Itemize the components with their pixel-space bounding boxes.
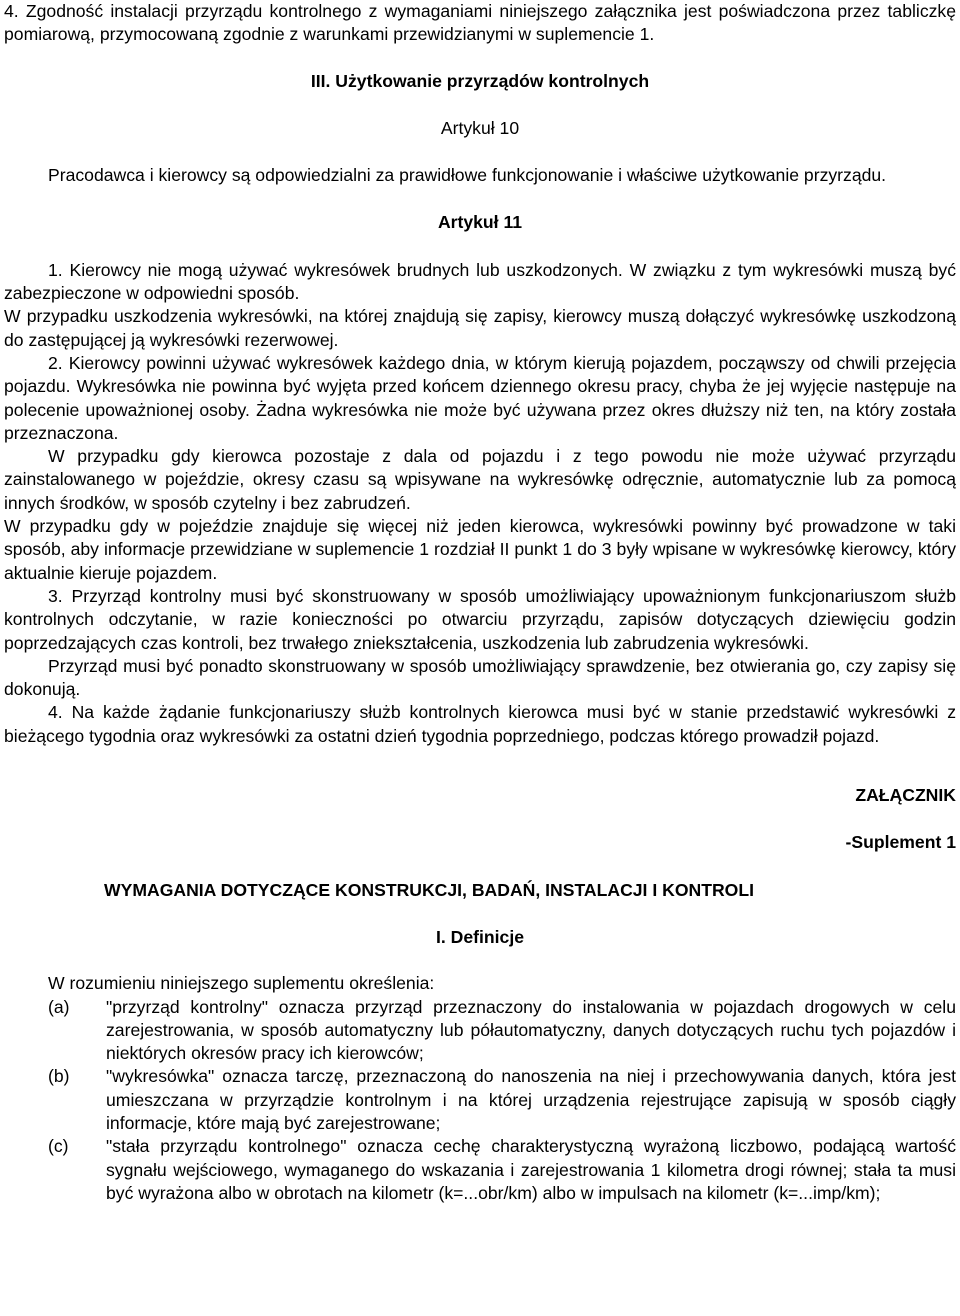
definition-label: (b) [48, 1066, 70, 1087]
annex-label: ZAŁĄCZNIK [855, 785, 956, 806]
article-11-point-3: 3. Przyrząd kontrolny musi być skonstruowany w sposób umożliwiający upoważnionym funkcjonariuszom służb kontrolnych odczytanie, w razie konieczności po otwarciu przyrządu, zapisów dotyczących dziewięciu godzin poprzedzających czas kontroli, bez trwałego zniekształcenia, uszkodzenia lub zabrudzenia wykresówki. [4, 585, 956, 653]
definition-item [4, 1065, 956, 1135]
article-10-heading: Artykuł 10 [440, 117, 520, 138]
definition-label: (c) [48, 1136, 69, 1157]
definition-item [4, 1135, 956, 1205]
definition-text: "stała przyrządu kontrolnego" oznacza cechę charakterystyczną wyrażoną liczbowo, podającą wartość sygnału wejściowego, wymaganego do wskazania i zarejestrowania 1 kilometra drogi równej; stała ta musi być wyrażona albo w obrotach na kilometr (k=...obr/km) albo w impulsach na kilometr (k=...imp/km); [106, 1136, 956, 1203]
supplement-label: -Suplement 1 [845, 832, 956, 853]
article-11-point-3-check-recording: Przyrząd musi być ponadto skonstruowany w sposób umożliwiający sprawdzenie, bez otwierania go, czy zapisy się dokonują. [4, 655, 956, 700]
definitions-intro: W rozumieniu niniejszego suplementu określenia: [48, 973, 435, 994]
article-11-point-2-multiple-drivers: W przypadku gdy w pojeździe znajduje się więcej niż jeden kierowca, wykresówki powinny być prowadzone w taki sposób, aby informacje przewidziane w suplemencie 1 rozdział II punkt 1 do 3 były wpisane w wykresówkę kierowcy, który aktualnie kieruje pojazdem. [4, 516, 956, 583]
definition-label: (a) [48, 996, 70, 1017]
definitions-heading: I. Definicje [436, 926, 524, 947]
definition-text: "wykresówka" oznacza tarczę, przeznaczoną do nanoszenia na niej i przechowywania danych, która jest umieszczana w przyrządzie kontrolnym i na której urządzenia rejestrujące zapisują w sposób ciągły informacje, które mają być zarejestrowane; [106, 1066, 956, 1133]
article-10-text: Pracodawca i kierowcy są odpowiedzialni za prawidłowe funkcjonowanie i właściwe użytkowanie przyrządu. [48, 165, 887, 186]
definition-item [4, 996, 956, 1066]
article-11-heading: Artykuł 11 [437, 212, 523, 233]
document-page [4, 0, 956, 1205]
section-heading-use-of-recording-equipment: III. Użytkowanie przyrządów kontrolnych [310, 70, 650, 91]
article-11-point-2: 2. Kierowcy powinni używać wykresówek każdego dnia, w którym kierują pojazdem, począwszy od chwili przejęcia pojazdu. Wykresówka nie powinna być wyjęta przed końcem dziennego okresu pracy, chyba że jej wyjęcie następuje na polecenie upoważnionej osoby. Żadna wykresówka nie może być używana przez okres dłuższy niż ten, na który została przeznaczona. [4, 352, 956, 443]
requirements-heading: WYMAGANIA DOTYCZĄCE KONSTRUKCJI, BADAŃ, INSTALACJI I KONTROLI [104, 879, 754, 900]
definition-text: "przyrząd kontrolny" oznacza przyrząd przeznaczony do instalowania w pojazdach drogowych w celu zarejestrowania, w sposób automatyczny lub półautomatyczny, danych dotyczących ruchu tych pojazdów i niektórych okresów pracy ich kierowców; [106, 996, 956, 1064]
paragraph-conformity: 4. Zgodność instalacji przyrządu kontrolnego z wymaganiami niniejszego załącznika jest poświadczona przez tabliczkę pomiarową, przymocowaną zgodnie z warunkami przewidzianymi w suplemencie 1. [4, 1, 956, 45]
article-11-point-1: 1. Kierowcy nie mogą używać wykresówek brudnych lub uszkodzonych. W związku z tym wykresówki muszą być zabezpieczone w odpowiedni sposób. [4, 259, 956, 304]
article-11-point-4: 4. Na każde żądanie funkcjonariuszy służb kontrolnych kierowca musi być w stanie przedstawić wykresówki z bieżącego tygodnia oraz wykresówki za ostatni dzień tygodnia poprzedniego, podczas którego prowadził pojazd. [4, 702, 956, 746]
article-11-point-1-damaged-sheet: W przypadku uszkodzenia wykresówki, na której znajdują się zapisy, kierowcy muszą dołączyć wykresówkę uszkodzoną do zastępującej ją wykresówki rezerwowej. [4, 306, 956, 350]
article-11-point-2-away-from-vehicle: W przypadku gdy kierowca pozostaje z dala od pojazdu i z tego powodu nie może używać przyrządu zainstalowanego w pojeździe, okresy czasu są wpisywane na wykresówkę odręcznie, automatycznie lub za pomocą innych środków, w sposób czytelny i bez zabrudzeń. [4, 446, 956, 513]
